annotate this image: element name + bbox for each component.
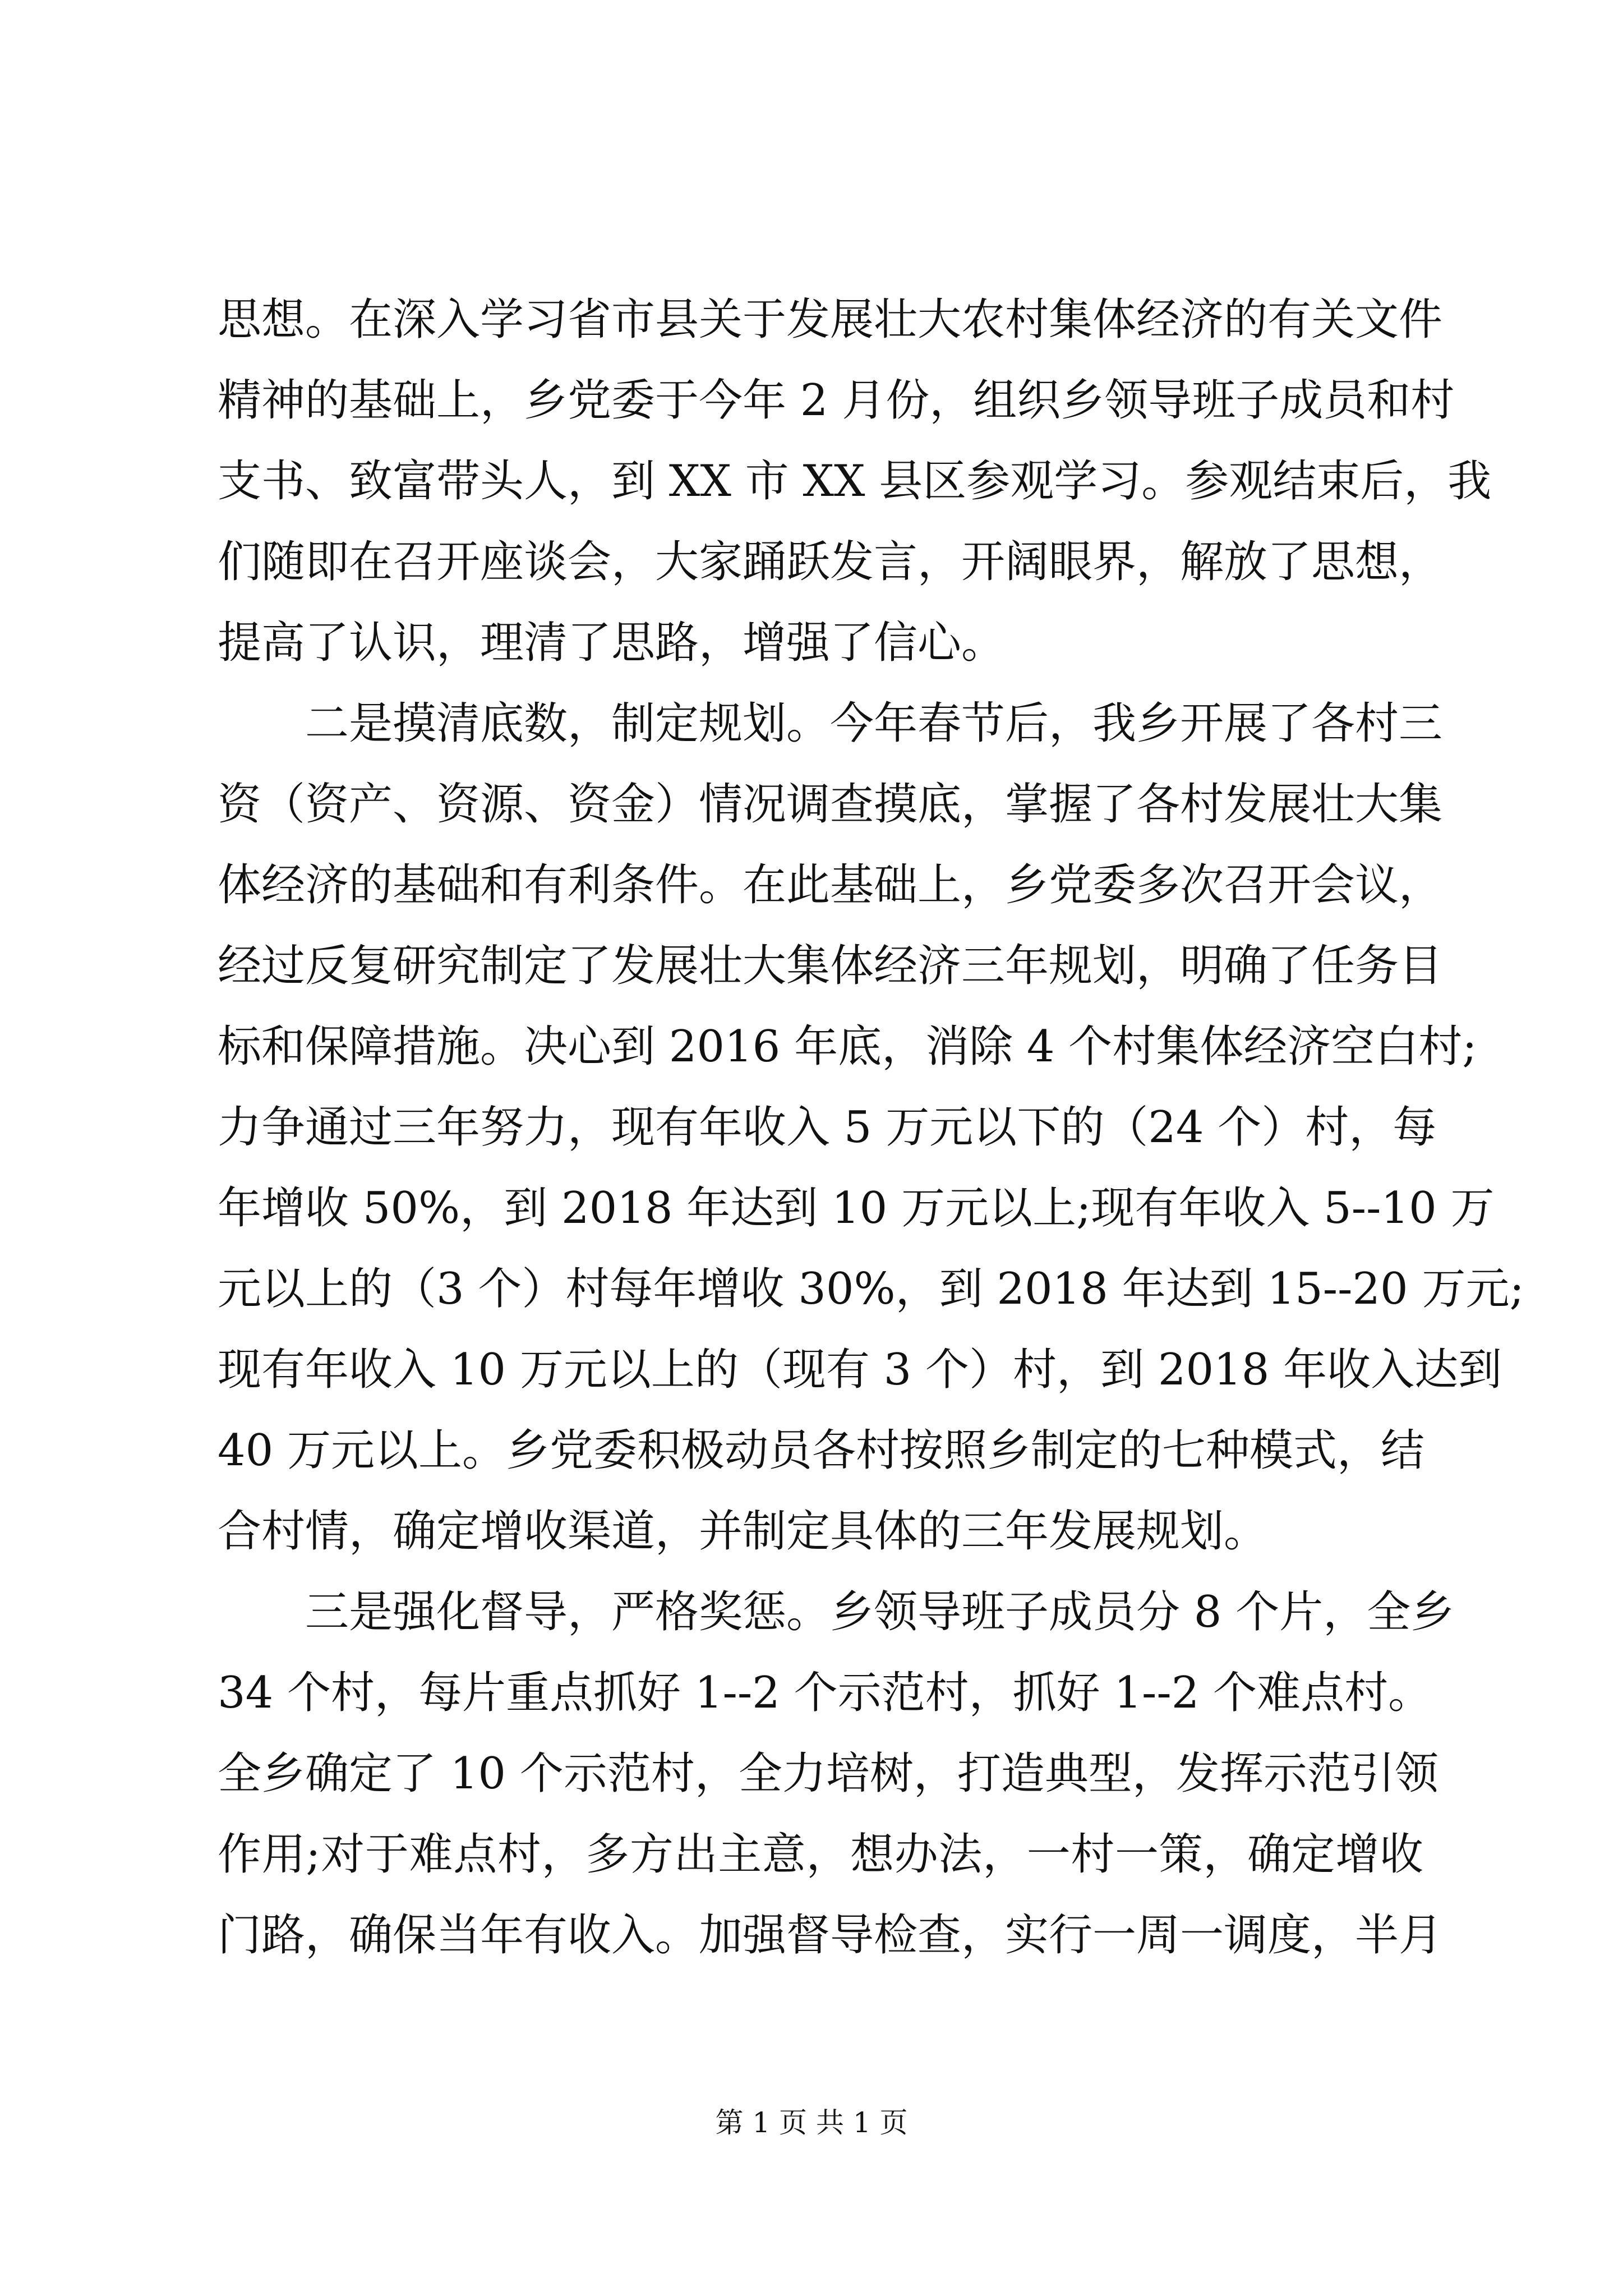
text-line: 标和保障措施。决心到 2016 年底，消除 4 个村集体经济空白村; [218, 1022, 1477, 1072]
page-footer: 第 1 页 共 1 页 [715, 2106, 908, 2139]
text-line: 三是强化督导，严格奖惩。乡领导班子成员分 8 个片，全乡 [305, 1587, 1455, 1637]
text-line: 提高了认识，理清了思路，增强了信心。 [218, 618, 1006, 668]
text-line: 力争通过三年努力，现有年收入 5 万元以下的（24 个）村，每 [218, 1102, 1437, 1153]
text-line: 思想。在深入学习省市县关于发展壮大农村集体经济的有关文件 [218, 295, 1443, 345]
text-line: 34 个村，每片重点抓好 1--2 个示范村，抓好 1--2 个难点村。 [218, 1668, 1432, 1718]
text-line: 资（资产、资源、资金）情况调查摸底，掌握了各村发展壮大集 [218, 779, 1443, 830]
text-line: 精神的基础上，乡党委于今年 2 月份，组织乡领导班子成员和村 [218, 375, 1455, 426]
text-line: 支书、致富带头人，到 XX 市 XX 县区参观学习。参观结束后，我 [218, 456, 1492, 507]
text-line: 合村情，确定增收渠道，并制定具体的三年发展规划。 [218, 1506, 1268, 1557]
text-line: 现有年收入 10 万元以上的（现有 3 个）村，到 2018 年收入达到 [218, 1345, 1502, 1395]
text-line: 作用;对于难点村，多方出主意，想办法，一村一策，确定增收 [218, 1829, 1423, 1880]
text-line: 门路，确保当年有收入。加强督导检查，实行一周一调度，半月 [218, 1910, 1443, 1961]
body-text [218, 279, 1524, 1976]
text-line: 经过反复研究制定了发展壮大集体经济三年规划，明确了任务目 [218, 941, 1443, 991]
text-line: 体经济的基础和有利条件。在此基础上，乡党委多次召开会议， [218, 860, 1443, 910]
text-line: 元以上的（3 个）村每年增收 30%，到 2018 年达到 15--20 万元; [218, 1264, 1524, 1314]
text-line: 40 万元以上。乡党委积极动员各村按照乡制定的七种模式，结 [218, 1425, 1425, 1476]
text-line: 全乡确定了 10 个示范村，全力培树，打造典型，发挥示范引领 [218, 1749, 1438, 1799]
text-line: 年增收 50%，到 2018 年达到 10 万元以上;现有年收入 5--10 万 [218, 1183, 1495, 1234]
text-line: 们随即在召开座谈会，大家踊跃发言，开阔眼界，解放了思想， [218, 537, 1443, 587]
text-line: 二是摸清底数，制定规划。今年春节后，我乡开展了各村三 [305, 698, 1443, 749]
